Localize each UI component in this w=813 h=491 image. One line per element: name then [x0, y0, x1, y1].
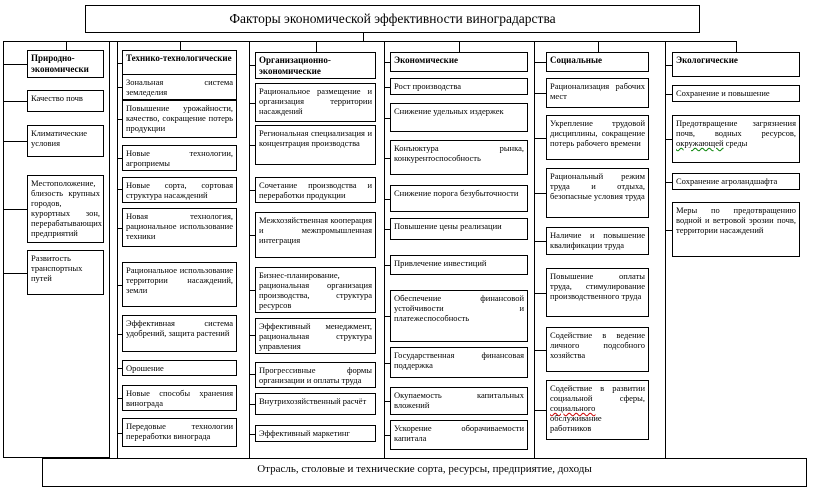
connector-tick: [666, 94, 672, 95]
column-header-box: Организационно-экономические: [255, 52, 376, 79]
connector-tick: [118, 285, 122, 286]
spellcheck-word: окружающей: [676, 138, 724, 149]
factor-box: Содействие в ведение личного подсобного хозяйства: [546, 327, 649, 372]
column-header-box: Экологические: [672, 52, 800, 77]
connector-tick: [250, 404, 255, 405]
factor-box: Наличие и повышение квалификации труда: [546, 227, 649, 255]
connector-tick: [118, 228, 122, 229]
connector-tick: [666, 65, 672, 66]
connector-tick: [118, 158, 122, 159]
spellcheck-word: социального: [550, 403, 596, 414]
factor-box: Передовые технологии переработки винограда: [122, 418, 237, 447]
factor-box: Прогрессивные формы организации и оплаты труда: [255, 362, 376, 388]
factor-box: Эффективный менеджмент, рациональная структура управления: [255, 318, 376, 354]
connector-tick: [118, 368, 122, 369]
connector-tick: [385, 87, 390, 88]
connector-tick: [535, 410, 546, 411]
factor-box: Снижение удельных издержек: [390, 103, 528, 132]
connector-tick: [118, 119, 122, 120]
factor-box: Новые способы хранения винограда: [122, 385, 237, 411]
connector-tick: [535, 138, 546, 139]
connector-column-spine: [117, 41, 118, 458]
connector-tick: [118, 189, 122, 190]
column-header-box: Социальные: [546, 52, 649, 72]
factor-box: Рационализация рабочих мест: [546, 78, 649, 108]
factor-box: Окупаемость капитальных вложений: [390, 387, 528, 415]
factor-box: Эффективный маркетинг: [255, 425, 376, 442]
diagram-title: Факторы экономической эффективности виноградарства: [85, 5, 700, 33]
column-header-box: Природно-экономически: [27, 50, 104, 78]
connector-tick: [385, 118, 390, 119]
factor-box: Ускорение оборачиваемости капитала: [390, 420, 528, 450]
factor-box: Повышение цены реализации: [390, 218, 528, 240]
connector-tick: [385, 435, 390, 436]
column-header-box: Экономические: [390, 52, 528, 72]
connector-tick: [4, 273, 27, 274]
connector-header-drop: [316, 41, 317, 52]
connector-tick: [250, 103, 255, 104]
connector-tick: [385, 401, 390, 402]
connector-tick: [385, 199, 390, 200]
connector-tick: [250, 145, 255, 146]
connector-tick: [4, 209, 27, 210]
connector-tick: [250, 190, 255, 191]
factor-box: Межхозяйственная кооперация и межпромышленная интеграция: [255, 212, 376, 258]
factor-box: Повышение оплаты труда, стимулирование производственного труда: [546, 268, 649, 317]
connector-header-drop: [736, 41, 737, 52]
factor-box: Рациональное размещение и организация территории насаждений: [255, 83, 376, 122]
connector-tick: [250, 235, 255, 236]
diagram-footer: Отрасль, столовые и технические сорта, ресурсы, предприятие, доходы: [42, 458, 807, 487]
factor-box: Укрепление трудовой дисциплины, сокращение потерь рабочего времени: [546, 115, 649, 160]
factor-box: Новые сорта, сортовая структура насаждений: [122, 177, 237, 203]
connector-tick: [118, 398, 122, 399]
connector-tick: [385, 363, 390, 364]
factor-box: Сохранение и повышение: [672, 85, 800, 102]
factor-box: Местоположение, близость крупных городов, курортных зон, перерабатывающих предприятий: [27, 175, 104, 243]
connector-tick: [118, 334, 122, 335]
connector-tick: [535, 93, 546, 94]
connector-tick: [666, 230, 672, 231]
factor-box: Новая технология, рациональное использование техники: [122, 208, 237, 247]
factor-box: Сочетание производства и переработки продукции: [255, 177, 376, 203]
factor-box: Рациональное использование территории насаждений, земли: [122, 262, 237, 307]
factor-box: Обеспечение финансовой устойчивости и платежеспособность: [390, 290, 528, 342]
connector-tick: [4, 141, 27, 142]
connector-tick: [118, 87, 122, 88]
connector-tick: [385, 229, 390, 230]
connector-tick: [535, 293, 546, 294]
factor-box: Зональная система земледелия: [122, 74, 237, 100]
factor-box: Государственная финансовая поддержка: [390, 347, 528, 378]
connector-tick: [250, 434, 255, 435]
factor-box: Снижение порога безубыточности: [390, 185, 528, 212]
connector-title-stub: [363, 33, 364, 41]
factor-box: Бизнес-планирование, рациональная организация производства, структура ресурсов: [255, 267, 376, 313]
factor-box: Привлечение инвестиций: [390, 255, 528, 275]
connector-tick: [250, 65, 255, 66]
connector-tick: [250, 335, 255, 336]
column-header-box: Технико-технологические: [122, 50, 237, 75]
connector-tick: [250, 290, 255, 291]
factor-box: Качество почв: [27, 90, 104, 112]
connector-column-spine: [534, 41, 535, 458]
factor-box: Развитость транспортных путей: [27, 250, 104, 295]
connector-header-drop: [180, 41, 181, 50]
connector-tick: [535, 350, 546, 351]
connector-tick: [535, 241, 546, 242]
connector-tick: [385, 316, 390, 317]
factor-box: Повышение урожайности, качество, сокращение потерь продукции: [122, 100, 237, 138]
connector-header-drop: [459, 41, 460, 52]
connector-header-drop: [66, 41, 67, 50]
factor-box: Меры по предотвращению водной и ветровой эрозии почв, территории насаждений: [672, 202, 800, 257]
factor-box: Сохранение агроландшафта: [672, 173, 800, 190]
connector-tick: [385, 265, 390, 266]
connector-distribution-line: [3, 41, 737, 42]
connector-column-spine: [384, 41, 385, 458]
connector-column-spine: [665, 41, 666, 458]
connector-tick: [385, 158, 390, 159]
factor-box: Рост производства: [390, 78, 528, 95]
connector-header-drop: [598, 41, 599, 52]
factor-box: Климатические условия: [27, 125, 104, 157]
factor-box: Содействие в развитии социальной сферы, социального обслуживание работников: [546, 380, 649, 440]
connector-tick: [4, 101, 27, 102]
connector-tick: [535, 193, 546, 194]
connector-tick: [666, 182, 672, 183]
factor-box: Орошение: [122, 360, 237, 376]
connector-tick: [250, 374, 255, 375]
factor-box: Рациональный режим труда и отдыха, безопасные условия труда: [546, 168, 649, 218]
connector-tick: [666, 139, 672, 140]
factor-box: Эффективная система удобрений, защита растений: [122, 315, 237, 352]
factor-box: Конъюктура рынка, конкурентоспособность: [390, 140, 528, 175]
factor-box: Новые технологии, агроприемы: [122, 145, 237, 171]
connector-tick: [4, 64, 27, 65]
factor-box: Региональная специализация и концентрация производства: [255, 125, 376, 165]
connector-tick: [118, 433, 122, 434]
connector-tick: [385, 62, 390, 63]
factor-box: Внутрихозяйственный расчёт: [255, 393, 376, 415]
connector-tick: [535, 62, 546, 63]
factor-box: Предотвращение загрязнения почв, водных ресурсов, окружающей среды: [672, 115, 800, 163]
connector-tick: [118, 63, 122, 64]
